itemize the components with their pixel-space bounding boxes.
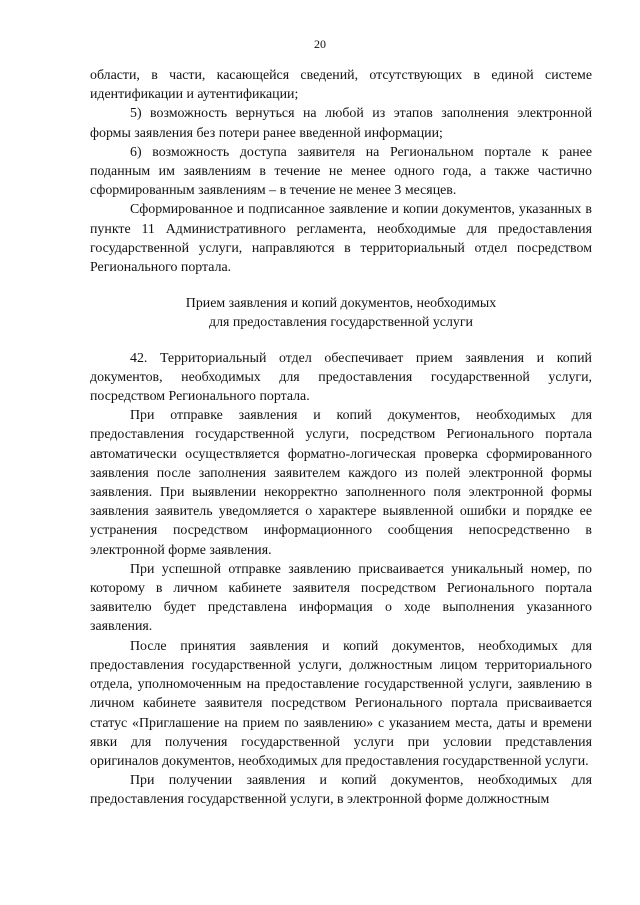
paragraph-submission: Сформированное и подписанное заявление и копии документов, указанных в пункте 11 Административного регламента, необходимые для предоставления государственной услуги, направляются в территориальный отдел посредством Регионального портала. bbox=[90, 202, 592, 276]
section-heading-line-2: для предоставления государственной услуги bbox=[209, 315, 473, 331]
paragraph-format-check: При отправке заявления и копий документов, необходимых для предоставления государственной услуги, посредством Регионального портала автоматически осуществляется форматно-логическая проверка сформированного заявления после заполнения заявителем каждого из полей электронной формы заявления. При выявлении некорректно заполненного поля электронной формы заявления заявитель уведомляется о характере выявленной ошибки и порядке ее устранения посредством информационного сообщения непосредственно в электронной форме заявления. bbox=[90, 408, 592, 558]
paragraph-unique-number: При успешной отправке заявлению присваивается уникальный номер, по которому в личном кабинете заявителя посредством Регионального портала заявителю будет представлена информация о ходе выполнения указанного заявления. bbox=[90, 561, 592, 635]
paragraph-item-6: 6) возможность доступа заявителя на Региональном портале к ранее поданным им заявлениям в течение не менее одного года, а также частично сформированным заявлениям – в течение не менее 3 месяцев. bbox=[90, 144, 592, 199]
document-body bbox=[90, 66, 592, 810]
paragraph-42: 42. Территориальный отдел обеспечивает прием заявления и копий документов, необходимых для предоставления государственной услуги, посредством Регионального портала. bbox=[90, 350, 592, 405]
page-number: 20 bbox=[314, 37, 326, 51]
section-heading-line-1: Прием заявления и копий документов, необходимых bbox=[185, 296, 497, 312]
paragraph-electronic-receipt: При получении заявления и копий документов, необходимых для предоставления государственной услуги, в электронной форме должностным bbox=[90, 773, 592, 808]
paragraph-item-5: 5) возможность вернуться на любой из этапов заполнения электронной формы заявления без потери ранее введенной информации; bbox=[90, 106, 592, 141]
paragraph-continuation: области, в части, касающейся сведений, отсутствующих в единой системе идентификации и аутентификации; bbox=[90, 68, 592, 103]
paragraph-invitation-status: После принятия заявления и копий документов, необходимых для предоставления государственной услуги, должностным лицом территориального отдела, уполномоченным на предоставление государственной услуги, заявлению в личном кабинете заявителя посредством Регионального портала присваивается статус «Приглашение на прием по заявлению» с указанием места, даты и времени явки для получения государственной услуги при условии представления оригиналов документов, необходимых для предоставления государственной услуги. bbox=[90, 638, 592, 769]
